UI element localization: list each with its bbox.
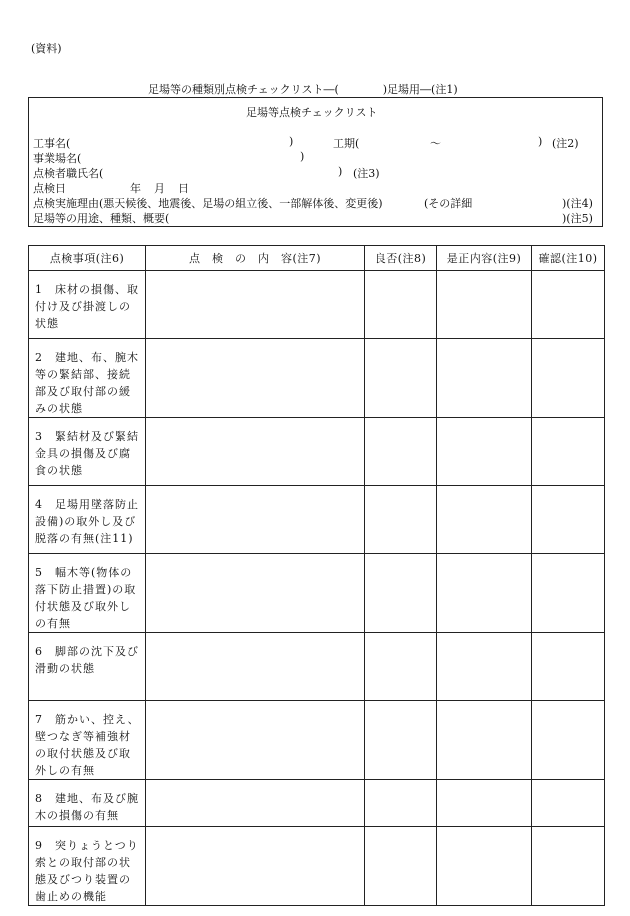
content-cell[interactable] [146,339,365,418]
table-row [29,633,605,701]
correction-cell[interactable] [437,701,532,780]
site-name-close: ) [300,150,305,163]
row-item-label: 4 足場用墜落防止設備)の取外し及び脱落の有無(注11) [29,486,146,554]
result-cell[interactable] [365,554,437,633]
confirm-cell[interactable] [532,633,605,701]
project-name-close: ) [289,135,294,148]
table-row [29,418,605,486]
content-cell[interactable] [146,486,365,554]
correction-cell[interactable] [437,827,532,906]
date-day: 日 [178,182,189,195]
col-header-correction: 是正内容(注9) [437,246,532,271]
col-header-item: 点検事項(注6) [29,246,146,271]
period-note: (注2) [552,137,579,150]
result-cell[interactable] [365,633,437,701]
correction-cell[interactable] [437,780,532,827]
row-item-label: 8 建地、布及び腕木の損傷の有無 [29,780,146,827]
col-header-result: 良否(注8) [365,246,437,271]
correction-cell[interactable] [437,418,532,486]
content-cell[interactable] [146,633,365,701]
content-cell[interactable] [146,418,365,486]
table-row [29,486,605,554]
table-row [29,339,605,418]
correction-cell[interactable] [437,339,532,418]
period-tilde: ～ [430,137,441,150]
table-row [29,271,605,339]
row-item-label: 9 突りょうとつり索との取付部の状態及びつり装置の歯止めの機能 [29,827,146,906]
inspector-close: ) [338,165,343,178]
row-item-label: 7 筋かい、控え、壁つなぎ等補強材の取付状態及び取外しの有無 [29,701,146,780]
row-item-label: 3 緊結材及び緊結金具の損傷及び腐食の状態 [29,418,146,486]
checklist-table [28,245,605,906]
table-row [29,554,605,633]
confirm-cell[interactable] [532,271,605,339]
table-header-row [29,246,605,271]
row-item-label: 6 脚部の沈下及び滑動の状態 [29,633,146,701]
checklist-title: 足場等点検チェックリスト [246,106,378,119]
col-header-confirm: 確認(注10) [532,246,605,271]
table-row [29,827,605,906]
table-row [29,780,605,827]
content-cell[interactable] [146,780,365,827]
confirm-cell[interactable] [532,486,605,554]
site-name-label: 事業場名( [33,152,82,165]
confirm-cell[interactable] [532,554,605,633]
period-label: 工期( [333,137,360,150]
date-year: 年 [130,182,141,195]
confirm-cell[interactable] [532,827,605,906]
row-item-label: 1 床材の損傷、取付け及び掛渡しの状態 [29,271,146,339]
confirm-cell[interactable] [532,780,605,827]
content-cell[interactable] [146,827,365,906]
confirm-cell[interactable] [532,339,605,418]
content-cell[interactable] [146,554,365,633]
reason-close: )(注4) [562,197,593,210]
reason-detail: (その詳細 [424,197,473,210]
correction-cell[interactable] [437,554,532,633]
confirm-cell[interactable] [532,418,605,486]
content-cell[interactable] [146,701,365,780]
project-name-label: 工事名( [33,137,71,150]
top-label: (資料) [31,42,62,55]
col-header-content: 点 検 の 内 容(注7) [146,246,365,271]
row-item-label: 5 幅木等(物体の落下防止措置)の取付状態及び取外しの有無 [29,554,146,633]
inspector-label: 点検者職氏名( [33,167,104,180]
result-cell[interactable] [365,780,437,827]
table-row [29,701,605,780]
usage-close: )(注5) [562,212,593,225]
period-close: ) [538,135,543,148]
date-month: 月 [154,182,165,195]
usage-label: 足場等の用途、種類、概要( [33,212,170,225]
content-cell[interactable] [146,271,365,339]
result-cell[interactable] [365,339,437,418]
inspector-note: (注3) [353,167,380,180]
correction-cell[interactable] [437,633,532,701]
result-cell[interactable] [365,486,437,554]
result-cell[interactable] [365,827,437,906]
result-cell[interactable] [365,418,437,486]
inspection-date-label: 点検日 [33,182,66,195]
inspection-reason: 点検実施理由(悪天候後、地震後、足場の組立後、一部解体後、変更後) [33,197,383,210]
confirm-cell[interactable] [532,701,605,780]
document-title: 足場等の種類別点検チェックリスト―( )足場用―(注1) [148,83,458,96]
result-cell[interactable] [365,271,437,339]
correction-cell[interactable] [437,486,532,554]
row-item-label: 2 建地、布、腕木等の緊結部、接続部及び取付部の緩みの状態 [29,339,146,418]
result-cell[interactable] [365,701,437,780]
correction-cell[interactable] [437,271,532,339]
